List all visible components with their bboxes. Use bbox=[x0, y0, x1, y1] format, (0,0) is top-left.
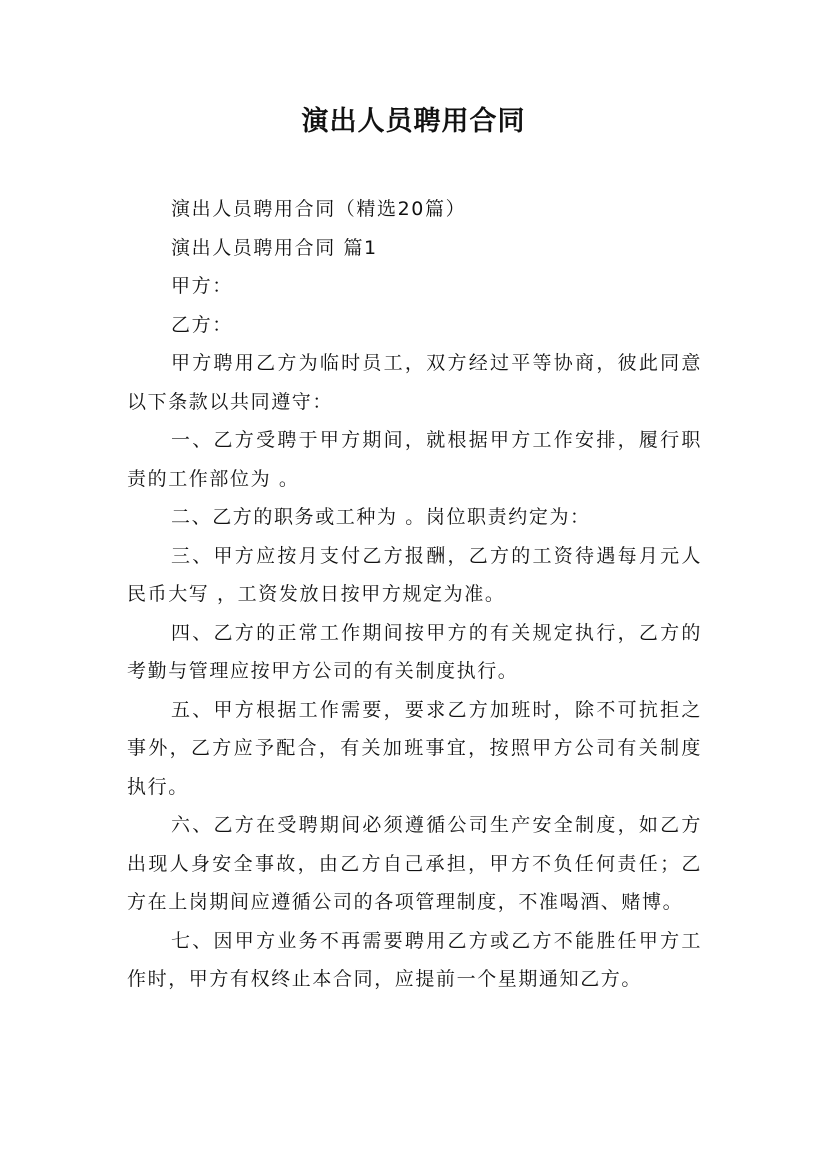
paragraph-party-a: 甲方： bbox=[171, 275, 233, 297]
paragraph-clause-2: 二、乙方的职务或工种为 。岗位职责约定为： bbox=[171, 506, 591, 528]
paragraph-subtitle: 演出人员聘用合同（精选20篇） bbox=[171, 198, 467, 220]
paragraph-clause-1: 一、乙方受聘于甲方期间，就根据甲方工作安排，履行职责的工作部位为 。 bbox=[127, 429, 702, 490]
paragraph-clause-4: 四、乙方的正常工作期间按甲方的有关规定执行，乙方的考勤与管理应按甲方公司的有关制度执行。 bbox=[127, 621, 702, 682]
paragraph-clause-6: 六、乙方在受聘期间必须遵循公司生产安全制度，如乙方出现人身安全事故，由乙方自己承担，甲方不负任何责任；乙方在上岗期间应遵循公司的各项管理制度，不准喝酒、赌博。 bbox=[127, 814, 702, 913]
paragraph-section-heading: 演出人员聘用合同 篇1 bbox=[171, 236, 378, 259]
document-body bbox=[127, 190, 702, 999]
paragraph-clause-5: 五、甲方根据工作需要，要求乙方加班时，除不可抗拒之事外，乙方应予配合，有关加班事宜，按照甲方公司有关制度执行。 bbox=[127, 698, 702, 798]
paragraph-party-b: 乙方： bbox=[171, 313, 233, 336]
paragraph-intro: 甲方聘用乙方为临时员工，双方经过平等协商，彼此同意以下条款以共同遵守： bbox=[127, 352, 702, 413]
paragraph-clause-7: 七、因甲方业务不再需要聘用乙方或乙方不能胜任甲方工作时，甲方有权终止本合同，应提前一个星期通知乙方。 bbox=[127, 929, 702, 990]
document-title: 演出人员聘用合同 bbox=[301, 106, 526, 137]
paragraph-clause-3: 三、甲方应按月支付乙方报酬，乙方的工资待遇每月元人民币大写 ，工资发放日按甲方规定为准。 bbox=[127, 544, 702, 605]
